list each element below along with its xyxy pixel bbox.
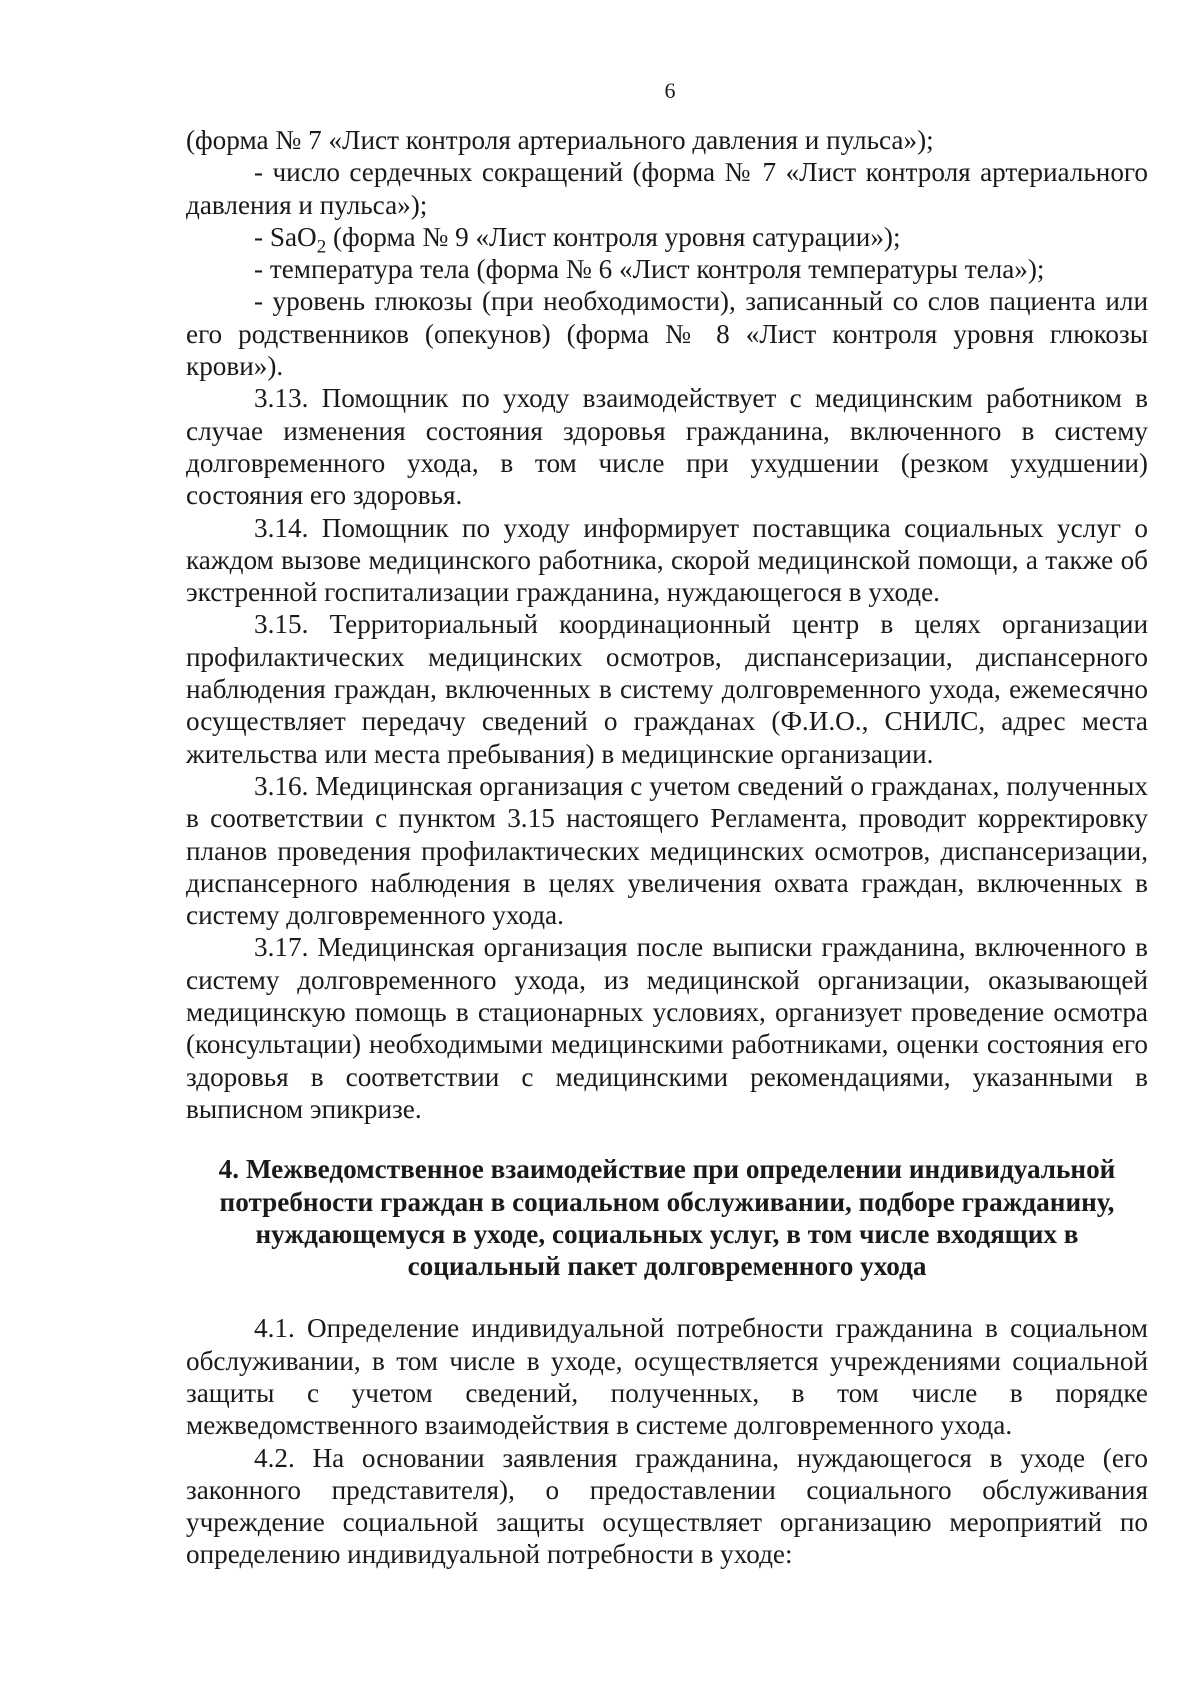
page-number: 6 <box>664 78 676 103</box>
paragraph-3-17: 3.17. Медицинская организация после выписки гражданина, включенного в систему долговременного ухода, из медицинской организации, оказывающей медицинскую помощь в стационарных условиях, организует проведение осмотра (консультации) необходимыми медицинскими работниками, оценки состояния его здоровья в соответствии с медицинскими рекомендациями, указанными в выписном эпикризе. <box>186 932 1148 1124</box>
paragraph-4-2: 4.2. На основании заявления гражданина, нуждающегося в уходе (его законного представителя), о предоставлении социального обслуживания учреждение социальной защиты осуществляет организацию мероприятий по определению индивидуальной потребности в уходе: <box>186 1442 1148 1570</box>
paragraph-3-16: 3.16. Медицинская организация с учетом сведений о гражданах, полученных в соответствии с пунктом 3.15 настоящего Регламента, проводит корректировку планов проведения профилактических медицинских осмотров, диспансеризации, диспансерного наблюдения в целях увеличения охвата граждан, включенных в систему долговременного ухода. <box>186 770 1148 931</box>
paragraph-3-14: 3.14. Помощник по уходу информирует поставщика социальных услуг о каждом вызове медицинского работника, скорой медицинской помощи, а также об экстренной госпитализации гражданина, нуждающегося в уходе. <box>186 512 1148 608</box>
sao2-suffix: (форма № 9 «Лист контроля уровня сатурации»); <box>326 221 901 252</box>
paragraph-4-1: 4.1. Определение индивидуальной потребности гражданина в социальном обслуживании, в том числе в уходе, осуществляется учреждениями социальной защиты с учетом сведений, полученных, в том числе в порядке межведомственного взаимодействия в системе долговременного ухода. <box>186 1313 1148 1441</box>
document-body <box>186 124 1148 1571</box>
paragraph-form7-continuation: (форма № 7 «Лист контроля артериального давления и пульса»); <box>186 125 934 155</box>
section-4-heading: 4. Межведомственное взаимодействие при определении индивидуальной потребности граждан в социальном обслуживании, подборе гражданину, нуждающемуся в уходе, социальных услуг, в том числе входящих в социальный пакет долговременного ухода <box>218 1154 1116 1282</box>
paragraph-glucose: - уровень глюкозы (при необходимости), записанный со слов пациента или его родственников (опекунов) (форма № 8 «Лист контроля уровня глюкозы крови»). <box>186 286 1148 382</box>
paragraph-3-15: 3.15. Территориальный координационный центр в целях организации профилактических медицинских осмотров, диспансеризации, диспансерного наблюдения граждан, включенных в систему долговременного ухода, ежемесячно осуществляет передачу сведений о гражданах (Ф.И.О., СНИЛС, адрес места жительства или места пребывания) в медицинские организации. <box>186 609 1148 769</box>
paragraph-sao2 <box>186 221 1148 258</box>
paragraph-temperature: - температура тела (форма № 6 «Лист контроля температуры тела»); <box>254 254 1045 285</box>
sao2-subscript: 2 <box>316 236 327 258</box>
paragraph-heart-rate: - число сердечных сокращений (форма № 7 «Лист контроля артериального давления и пульса»); <box>186 157 1148 220</box>
sao2-prefix: - SaO <box>254 221 317 252</box>
paragraph-3-13: 3.13. Помощник по уходу взаимодействует с медицинским работником в случае изменения состояния здоровья гражданина, включенного в систему долговременного ухода, в том числе при ухудшении (резком ухудшении) состояния его здоровья. <box>186 383 1148 511</box>
